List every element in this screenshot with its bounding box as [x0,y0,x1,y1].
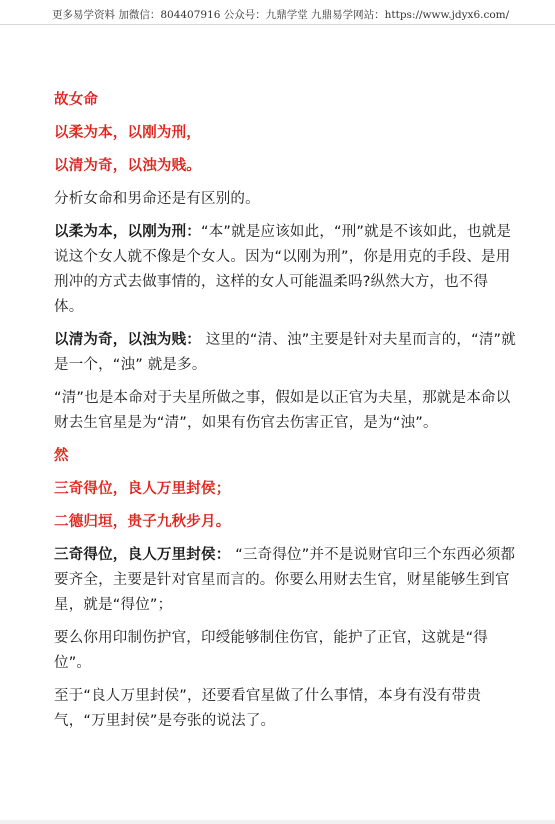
body-paragraph-labeled [54,328,516,378]
heading-san-qi-de-wei: 三奇得位，良人万里封侯； [54,481,231,497]
body-paragraph-labeled [54,220,516,320]
heading-qing-qi-zhuo-jian: 以清为奇，以浊为贱。 [54,158,201,174]
body-paragraph: 分析女命和男命还是有区别的。 [54,191,260,207]
paragraph-label: 以柔为本，以刚为刑： [54,224,201,240]
body-paragraph: 至于“良人万里封侯”，还要看官星做了什么事情，本身有没有带贵气，“万里封侯”是夸张的说法了。 [54,688,482,729]
document-body [54,88,516,742]
paragraph-text: 这里的“清、浊”主要是针对夫星而言的，“清”就是一个，“浊” 就是多。 [54,332,516,373]
body-paragraph: “清”也是本命对于夫星所做之事，假如是以正官为夫星，那就是本命以财去生官星是为“清”，如果有伤官去伤害正官，是为“浊”。 [54,390,511,431]
page-header-watermark: 更多易学资料 加微信：804407916 公众号：九鼎学堂 九鼎易学网站：https://www.jdyx6.com/ [52,9,510,21]
paragraph-text: “三奇得位”并不是说财官印三个东西必须都要齐全，主要是针对官星而言的。你要么用财去生官，财星能够生到官星，就是“得位”； [54,547,516,613]
heading-ran: 然 [54,448,69,464]
paragraph-text: “本”就是应该如此，“刑”就是不该如此，也就是说这个女人就不像是个女人。因为“以刚为刑”，你是用克的手段、是用刑冲的方式去做事情的，这样的女人可能温柔吗?纵然大方，也不得体。 [54,224,512,315]
body-paragraph: 要么你用印制伤护官，印绶能够制住伤官，能护了正官，这就是“得位”。 [54,630,489,671]
header-divider [0,24,555,25]
heading-gu-nv-ming: 故女命 [54,92,99,108]
body-paragraph-labeled [54,543,516,618]
heading-er-de-gui-yuan: 二德归垣，贵子九秋步月。 [54,514,231,530]
page-bottom-edge [0,820,555,824]
paragraph-label: 三奇得位，良人万里封侯： [54,547,231,563]
paragraph-label: 以清为奇，以浊为贱： [54,332,201,348]
heading-rou-ben-gang-xing: 以柔为本，以刚为刑， [54,125,201,141]
